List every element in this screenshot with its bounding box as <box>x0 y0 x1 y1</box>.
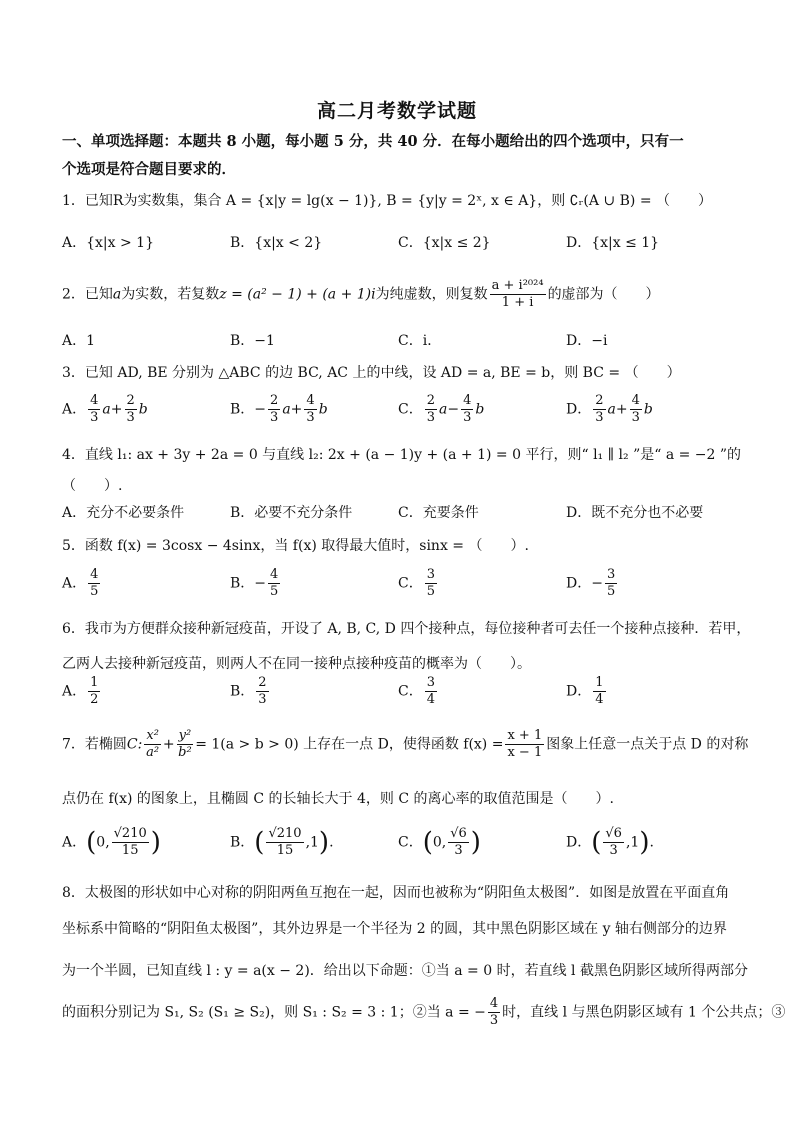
q3-b-num1: 2 <box>270 393 279 408</box>
q3-a-num1: 4 <box>90 393 99 408</box>
q7-f-den: x − 1 <box>507 745 543 760</box>
q5-b-frac <box>268 567 280 600</box>
q3-b-op: + <box>290 401 303 418</box>
q6-a-frac <box>88 675 100 708</box>
q6-b-num: 2 <box>258 675 267 690</box>
q7-d-den: 3 <box>609 843 618 858</box>
question-8-line3: 为一个半圆，已知直线 l : y = a(x − 2)．给出以下命题：①当 a = 0 时，若直线 l 截黑色阴影区域所得两部分 <box>62 963 748 979</box>
q8-line4-part1: 的面积分别记为 S₁, S₂ (S₁ ≥ S₂)，则 S₁ : S₂ = 3 : 1；②当 a = − <box>62 1004 486 1021</box>
q3-a-frac2 <box>125 393 137 426</box>
q7-y-frac <box>177 728 194 761</box>
q7-f-num: x + 1 <box>507 728 543 743</box>
q3-b-vec-a: a <box>282 401 291 418</box>
q6-a-num: 1 <box>90 675 99 690</box>
q3-d-den2: 3 <box>631 410 640 425</box>
q7-x-num: x² <box>146 728 159 743</box>
q3-d-frac1 <box>593 393 605 426</box>
q3-c-num1: 2 <box>426 393 435 408</box>
q3-option-b <box>230 393 328 426</box>
q2-mid3: 为纯虚数，则复数 <box>375 286 488 303</box>
q7-c-left: 0, <box>432 834 447 851</box>
q4-option-b: B．必要不充分条件 <box>230 505 353 521</box>
q3-a-den2: 3 <box>126 410 135 425</box>
q3-a-op: + <box>110 401 123 418</box>
q7-d-right: ,1 <box>625 834 640 851</box>
q4-option-d: D．既不充分也不必要 <box>566 505 704 521</box>
q2-fraction <box>490 278 546 311</box>
q7-d-num: √6 <box>605 826 622 841</box>
q5-a-label: A． <box>62 575 87 592</box>
q7-option-c <box>398 826 481 859</box>
q7-pre: 7．若椭圆 <box>62 736 127 753</box>
q3-c-num2: 4 <box>463 393 472 408</box>
q6-option-d <box>566 675 608 708</box>
q5-option-b <box>230 567 282 600</box>
question-6-line1: 6．我市为方便群众接种新冠疫苗，开设了 A, B, C, D 四个接种点，每位接种者可去任一个接种点接种．若甲， <box>62 621 751 637</box>
q7-y-num: y² <box>178 728 192 743</box>
q7-d-rparen: ) <box>639 827 650 858</box>
q3-b-den2: 3 <box>306 410 315 425</box>
q7-option-a <box>62 826 161 859</box>
q7-a-den: 15 <box>121 843 139 858</box>
q7-d-frac <box>603 826 624 859</box>
q3-option-c <box>398 393 484 426</box>
q7-c-rparen: ) <box>470 827 481 858</box>
question-8-line2: 坐标系中简略的“阴阳鱼太极图”，其外边界是一个半径为 2 的圆，其中黑色阴影区域在 y 轴右侧部分的边界 <box>62 921 727 937</box>
q3-a-num2: 2 <box>126 393 135 408</box>
q5-option-a <box>62 567 102 600</box>
q6-b-label: B． <box>230 683 255 700</box>
question-7-stem: 7．若椭圆C: $\frac{\text{x²}}{\text{a²}}$ + $\frac{\text{y²}}{\text{b²}}$ = 1(a > b > 0) 上存在一点 D，使得函数 f(x) = $\frac{x + 1}{x - 1}$ 图象上任意一点关于点 D 的对称 <box>62 728 749 760</box>
q3-d-op: + <box>615 401 628 418</box>
q3-d-num1: 2 <box>595 393 604 408</box>
q6-c-num: 3 <box>426 675 435 690</box>
q6-c-label: C． <box>398 683 423 700</box>
section-heading-line1: 一、单项选择题：本题共 8 小题，每小题 5 分，共 40 分．在每小题给出的四个选项中，只有一 <box>62 133 684 150</box>
question-2-stem <box>62 278 752 311</box>
q8-frac-den: 3 <box>489 1013 499 1028</box>
q3-d-label: D． <box>566 401 592 418</box>
q5-d-num: 3 <box>606 567 616 582</box>
q8-line4-part2: 时，直线 l 与黑色阴影区域有 1 个公共点；③ <box>502 1004 786 1021</box>
q2-post: 的虚部为（ ） <box>547 286 660 303</box>
q6-b-frac <box>256 675 268 708</box>
q3-d-vec-a: a <box>607 401 616 418</box>
q2-option-b: B．−1 <box>230 333 275 349</box>
q6-option-a <box>62 675 102 708</box>
q5-b-num: 4 <box>270 567 279 582</box>
q7-f-frac <box>505 728 544 761</box>
q7-cond: = 1(a > b > 0) 上存在一点 D，使得函数 f(x) = <box>195 736 504 753</box>
q3-c-frac2 <box>461 393 473 426</box>
q3-a-vec-a: a <box>102 401 111 418</box>
question-7-line2: 点仍在 f(x) 的图象上，且椭圆 C 的长轴长大于 4，则 C 的离心率的取值范围是（ ）. <box>62 791 614 807</box>
q2-option-d: D．−i <box>566 333 608 349</box>
q7-a-left: 0, <box>96 834 110 851</box>
q4-option-c: C．充要条件 <box>398 505 479 521</box>
q3-c-den1: 3 <box>426 410 435 425</box>
q2-var-a: a <box>112 286 122 303</box>
q7-a-label: A． <box>62 834 87 851</box>
q1-option-a: A．{x|x > 1} <box>62 235 154 251</box>
q3-c-vec-b: b <box>475 401 485 418</box>
q7-b-rparen: ) <box>318 827 330 858</box>
q6-d-frac <box>593 675 605 708</box>
q2-frac-num: a + i²⁰²⁴ <box>491 278 544 293</box>
question-5-stem: 5．函数 f(x) = 3cosx − 4sinx，当 f(x) 取得最大值时，sinx = （ ）. <box>62 538 529 554</box>
question-4-stem: 4．直线 l₁: ax + 3y + 2a = 0 与直线 l₂: 2x + (a − 1)y + (a + 1) = 0 平行，则“ l₁ ∥ l₂ ”是“ a = −2 ”的 <box>62 447 742 463</box>
q3-a-frac1 <box>88 393 100 426</box>
q1-option-c: C．{x|x ≤ 2} <box>398 235 491 251</box>
q5-a-den: 5 <box>90 584 99 599</box>
q7-option-d: D．( $\frac{√6}{3}$ ,1). <box>566 826 654 858</box>
q2-expr: z = (a² − 1) + (a + 1)i <box>219 286 376 303</box>
q2-frac-den: 1 + i <box>501 295 534 310</box>
q5-b-label: B． <box>230 575 255 592</box>
section-heading-line2: 个选项是符合题目要求的． <box>62 161 236 178</box>
q5-d-sign: − <box>591 575 603 592</box>
q7-b-label: B． <box>230 834 255 851</box>
q2-option-c: C．i． <box>398 333 442 349</box>
question-4-cont: （ ）. <box>62 478 123 494</box>
question-6-line2: 乙两人去接种新冠疫苗，则两人不在同一接种点接种疫苗的概率为（ ）。 <box>62 656 531 672</box>
q7-b-frac <box>266 826 303 859</box>
q1-option-d: D．{x|x ≤ 1} <box>566 235 660 251</box>
q3-b-frac2 <box>304 393 316 426</box>
q6-a-den: 2 <box>90 692 99 707</box>
q7-c-label: C． <box>398 834 423 851</box>
q7-option-b: B．( $\frac{√210}{15}$ ,1). <box>230 826 334 858</box>
q7-x-den: a² <box>146 745 160 760</box>
q3-a-vec-b: b <box>138 401 148 418</box>
q6-d-num: 1 <box>595 675 604 690</box>
q7-b-den: 15 <box>276 843 294 858</box>
q5-b-den: 5 <box>270 584 279 599</box>
q3-a-label: A． <box>62 401 87 418</box>
q5-c-label: C． <box>398 575 423 592</box>
q5-b-sign: − <box>254 575 267 592</box>
question-8-line1: 8．太极图的形状如中心对称的阴阳两鱼互抱在一起，因而也被称为“阴阳鱼太极图”．如图是放置在平面直角 <box>62 885 730 901</box>
q3-b-den1: 3 <box>270 410 279 425</box>
q3-c-vec-a: a <box>439 401 448 418</box>
q3-b-vec-b: b <box>318 401 328 418</box>
q7-a-lparen: ( <box>86 827 97 858</box>
q5-option-c <box>398 567 439 600</box>
q6-c-frac <box>425 675 437 708</box>
question-8-line4 <box>62 996 786 1029</box>
q3-b-label: B．− <box>230 401 267 418</box>
q6-d-den: 4 <box>595 692 604 707</box>
q7-b-right: ,1 <box>305 834 319 851</box>
q5-a-frac <box>88 567 100 600</box>
q6-a-label: A． <box>62 683 87 700</box>
q5-d-label: D． <box>566 575 592 592</box>
q6-d-label: D． <box>566 683 592 700</box>
q5-option-d <box>566 567 619 600</box>
q3-d-den1: 3 <box>595 410 604 425</box>
q6-option-b <box>230 675 271 708</box>
q7-c-den: 3 <box>454 843 463 858</box>
q3-d-frac2 <box>630 393 642 426</box>
q8-frac-num: 4 <box>489 996 499 1011</box>
q6-c-den: 4 <box>426 692 435 707</box>
q3-b-frac1 <box>268 393 280 426</box>
q5-c-den: 5 <box>426 584 435 599</box>
q7-y-den: b² <box>178 745 192 760</box>
q6-option-c <box>398 675 439 708</box>
q7-x-frac <box>144 728 161 761</box>
q2-option-a: A．1 <box>62 333 96 349</box>
q7-c-frac <box>448 826 469 859</box>
q1-option-b: B．{x|x < 2} <box>230 235 323 251</box>
q3-c-den2: 3 <box>463 410 472 425</box>
q3-c-label: C． <box>398 401 423 418</box>
q5-a-num: 4 <box>90 567 99 582</box>
q3-c-op: − <box>447 401 460 418</box>
q8-frac <box>488 996 500 1029</box>
section-heading <box>62 128 742 184</box>
q3-b-num2: 4 <box>306 393 315 408</box>
q7-ellipse-name: C: <box>126 736 143 753</box>
q5-d-frac <box>605 567 617 600</box>
q7-post: 图象上任意一点关于点 D 的对称 <box>546 736 749 753</box>
q3-option-d <box>566 393 653 426</box>
q6-b-den: 3 <box>258 692 267 707</box>
q5-d-den: 5 <box>606 584 616 599</box>
q2-mid2: 为实数，若复数 <box>121 286 220 303</box>
q7-a-num: √210 <box>113 826 147 841</box>
q7-d-lparen: ( <box>591 827 602 858</box>
q7-d-label: D． <box>566 834 592 851</box>
q2-pre: 2．已知 <box>62 286 113 303</box>
q7-a-rparen: ) <box>150 827 161 858</box>
q7-c-num: √6 <box>450 826 467 841</box>
q3-option-a <box>62 393 148 426</box>
q7-c-lparen: ( <box>422 827 433 858</box>
q3-d-num2: 4 <box>631 393 640 408</box>
q4-option-a: A．充分不必要条件 <box>62 505 185 521</box>
q3-c-frac1 <box>425 393 437 426</box>
q3-d-vec-b: b <box>643 401 653 418</box>
q3-a-den1: 3 <box>90 410 99 425</box>
q7-a-frac <box>112 826 149 859</box>
question-1-stem: 1．已知R为实数集，集合 A = {x|y = lg(x − 1)}, B = {y|y = 2ˣ, x ∈ A}，则 ∁ᵣ(A ∪ B) = （ ） <box>62 193 713 209</box>
q5-c-frac <box>425 567 437 600</box>
q7-b-lparen: ( <box>254 827 265 858</box>
q5-c-num: 3 <box>426 567 435 582</box>
exam-title: 高二月考数学试题 <box>316 100 477 122</box>
q7-b-num: √210 <box>268 826 302 841</box>
question-3-stem: 3．已知 AD, BE 分别为 △ABC 的边 BC, AC 上的中线，设 AD = a, BE = b，则 BC = （ ） <box>62 365 681 381</box>
